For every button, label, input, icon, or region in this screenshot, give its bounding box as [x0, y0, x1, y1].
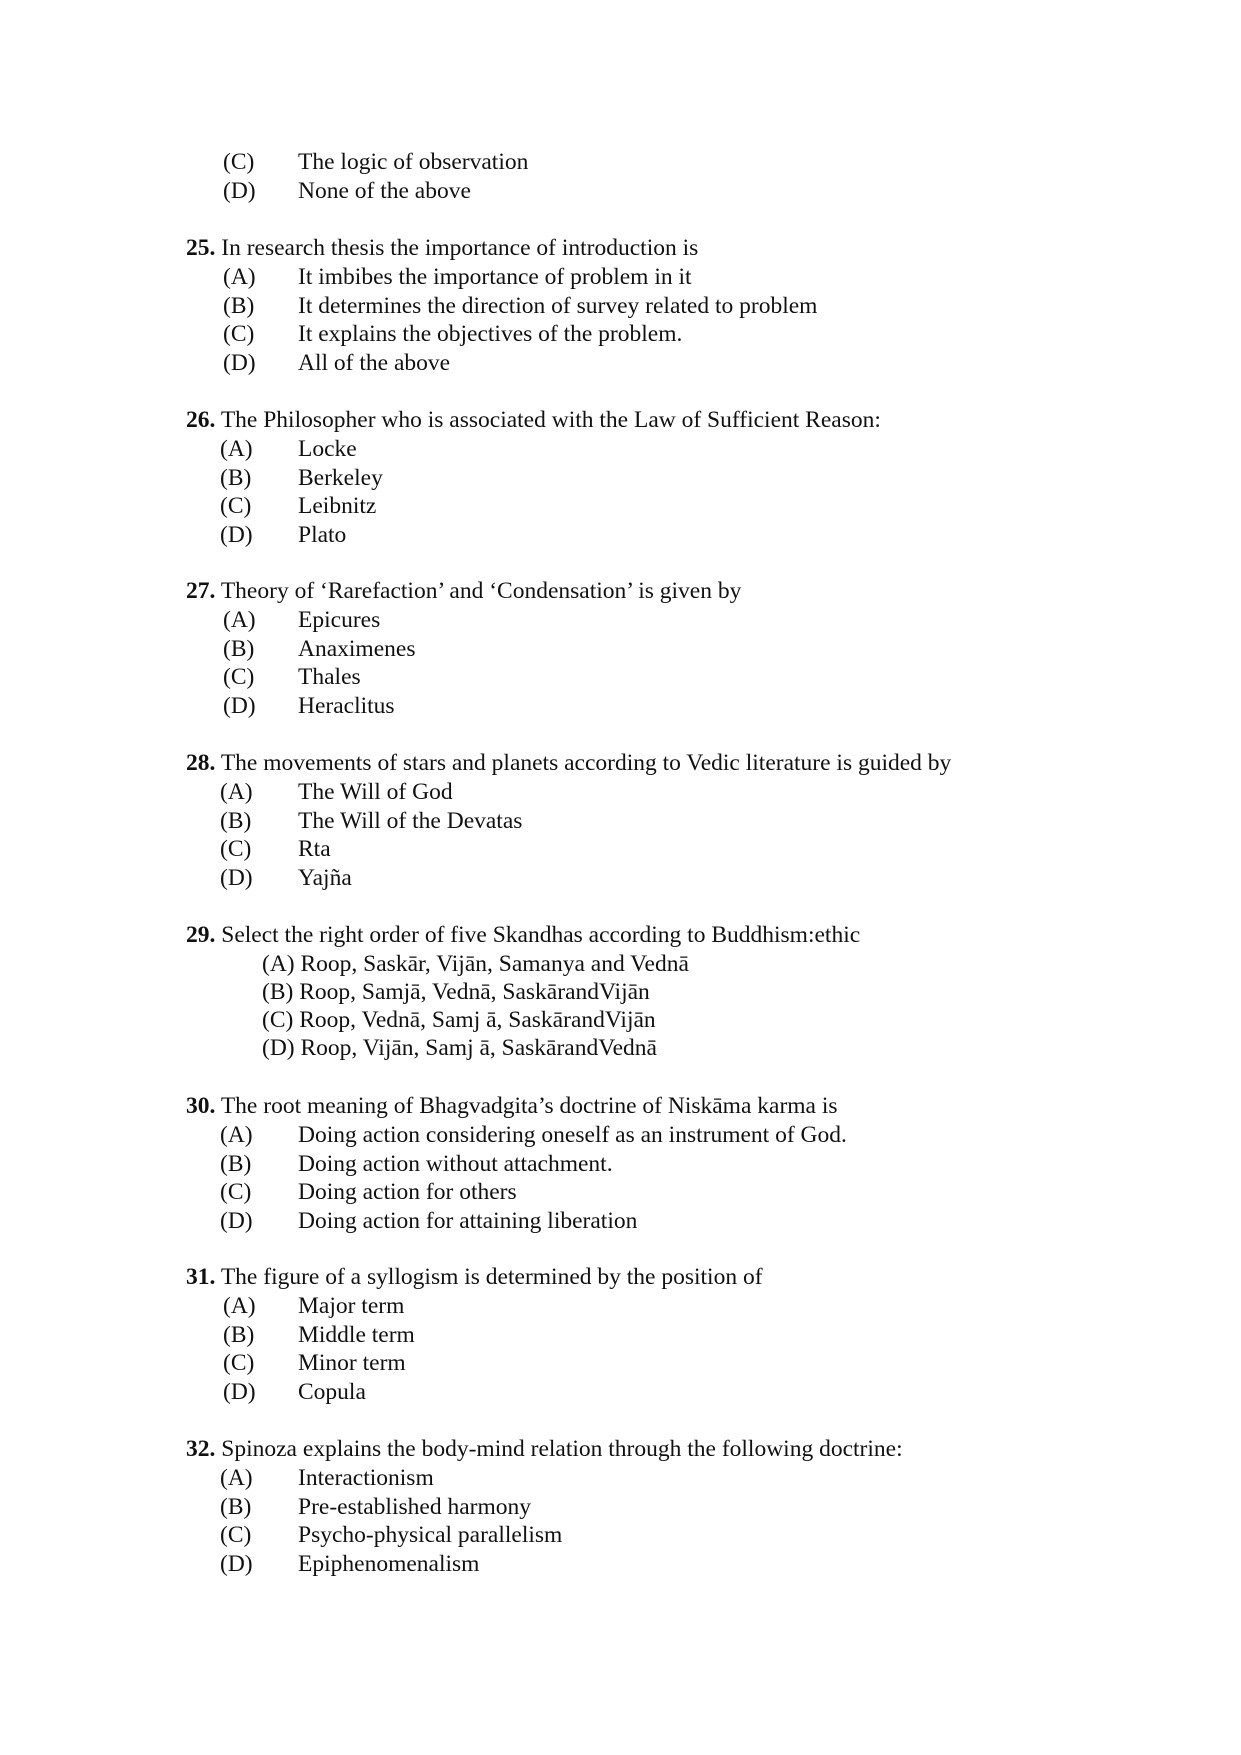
option-label: (C)	[220, 493, 252, 519]
question-stem	[186, 921, 860, 950]
option-row	[0, 635, 1241, 664]
option-label: (C)	[220, 1522, 252, 1548]
question-text: The movements of stars and planets according to Vedic literature is guided by	[220, 750, 952, 776]
question-stem	[186, 749, 951, 778]
option-row	[0, 1464, 1241, 1493]
option-label: (B)	[220, 1151, 252, 1177]
question-stem	[186, 406, 881, 435]
question-number: 28.	[186, 750, 216, 776]
option-text: Plato	[298, 522, 347, 548]
option-line: (A) Roop, Saskār, Vijān, Samanya and Vednā	[262, 951, 689, 977]
option-row	[0, 263, 1241, 292]
question-stem	[186, 1263, 763, 1292]
option-row	[0, 1121, 1241, 1150]
option-text: Rta	[298, 836, 331, 862]
option-label: (B)	[220, 1494, 252, 1520]
option-text: Doing action for others	[298, 1179, 517, 1205]
option-row	[0, 692, 1241, 721]
option-label: (D)	[220, 1208, 253, 1234]
option-row	[0, 1521, 1241, 1550]
option-row	[0, 663, 1241, 692]
option-row	[0, 807, 1241, 836]
option-label: (C)	[223, 664, 255, 690]
option-label: (B)	[220, 808, 252, 834]
option-row	[0, 864, 1241, 893]
option-text: Thales	[298, 664, 361, 690]
option-row	[0, 320, 1241, 349]
option-row	[0, 349, 1241, 378]
question-number: 26.	[186, 407, 216, 433]
option-text: Epiphenomenalism	[298, 1551, 480, 1577]
option-text: The Will of God	[298, 779, 453, 805]
option-label: (B)	[223, 1322, 255, 1348]
option-row	[0, 1207, 1241, 1236]
option-text: None of the above	[298, 178, 471, 204]
option-label: (D)	[223, 350, 256, 376]
option-text: It imbibes the importance of problem in it	[298, 264, 692, 290]
option-line: (D) Roop, Vijān, Samj ā, SaskārandVednā	[262, 1035, 657, 1061]
option-row	[0, 1150, 1241, 1179]
option-label: (C)	[223, 321, 255, 347]
option-label: (C)	[223, 1350, 255, 1376]
option-label: (C)	[223, 149, 255, 175]
option-label: (A)	[220, 1465, 253, 1491]
option-row	[0, 492, 1241, 521]
option-text: Doing action for attaining liberation	[298, 1208, 638, 1234]
question-number: 32.	[186, 1436, 216, 1462]
option-text: Heraclitus	[298, 693, 395, 719]
option-row	[0, 464, 1241, 493]
question-stem	[186, 234, 698, 263]
question-number: 31.	[186, 1264, 216, 1290]
option-text: Doing action considering oneself as an instrument of God.	[298, 1122, 847, 1148]
option-row	[0, 1493, 1241, 1522]
option-label: (C)	[220, 1179, 252, 1205]
option-label: (A)	[220, 436, 253, 462]
option-label: (C)	[220, 836, 252, 862]
option-text: All of the above	[298, 350, 451, 376]
option-label: (D)	[223, 1379, 256, 1405]
option-text: Berkeley	[298, 465, 383, 491]
option-text: Psycho-physical parallelism	[298, 1522, 563, 1548]
question-number: 27.	[186, 578, 216, 604]
option-row	[0, 148, 1241, 177]
question-text: The figure of a syllogism is determined by the position of	[220, 1264, 763, 1290]
question-number: 25.	[186, 235, 216, 261]
option-label: (A)	[220, 779, 253, 805]
option-label: (D)	[220, 865, 253, 891]
question-text: The Philosopher who is associated with the Law of Sufficient Reason:	[220, 407, 881, 433]
option-text: Middle term	[298, 1322, 415, 1348]
option-text: It explains the objectives of the problem.	[298, 321, 683, 347]
option-row	[0, 521, 1241, 550]
option-row	[0, 1378, 1241, 1407]
question-stem	[186, 1092, 838, 1121]
option-label: (A)	[223, 607, 256, 633]
option-label: (B)	[220, 465, 252, 491]
option-row	[0, 1550, 1241, 1579]
option-row	[0, 835, 1241, 864]
option-row	[0, 1178, 1241, 1207]
option-text: Leibnitz	[298, 493, 377, 519]
question-text: Select the right order of five Skandhas according to Buddhism:ethic	[221, 922, 861, 948]
option-text: Yajña	[298, 865, 352, 891]
question-stem	[186, 577, 741, 606]
option-row	[0, 1292, 1241, 1321]
option-text: Epicures	[298, 607, 381, 633]
option-text: Major term	[298, 1293, 405, 1319]
option-row	[0, 606, 1241, 635]
option-text: The Will of the Devatas	[298, 808, 523, 834]
option-text: Locke	[298, 436, 357, 462]
option-label: (D)	[220, 522, 253, 548]
option-row	[0, 435, 1241, 464]
option-line: (B) Roop, Samjā, Vednā, SaskārandVijān	[262, 979, 650, 1005]
option-text: Interactionism	[298, 1465, 434, 1491]
option-label: (D)	[223, 693, 256, 719]
question-text: In research thesis the importance of introduction is	[221, 235, 699, 261]
option-text: Pre-established harmony	[298, 1494, 531, 1520]
option-row	[0, 1349, 1241, 1378]
option-text: It determines the direction of survey related to problem	[298, 293, 818, 319]
option-row	[0, 778, 1241, 807]
question-text: Spinoza explains the body-mind relation through the following doctrine:	[221, 1436, 903, 1462]
option-label: (D)	[220, 1551, 253, 1577]
option-label: (A)	[220, 1122, 253, 1148]
option-label: (B)	[223, 293, 255, 319]
option-text: Minor term	[298, 1350, 406, 1376]
option-label: (A)	[223, 1293, 256, 1319]
option-row	[0, 1321, 1241, 1350]
question-number: 29.	[186, 922, 216, 948]
option-row	[0, 292, 1241, 321]
question-number: 30.	[186, 1093, 216, 1119]
option-line: (C) Roop, Vednā, Samj ā, SaskārandVijān	[262, 1007, 656, 1033]
option-text: The logic of observation	[298, 149, 529, 175]
option-label: (D)	[223, 178, 256, 204]
option-text: Doing action without attachment.	[298, 1151, 613, 1177]
option-row	[0, 177, 1241, 206]
question-text: The root meaning of Bhagvadgita’s doctrine of Niskāma karma is	[220, 1093, 838, 1119]
question-stem	[186, 1435, 903, 1464]
option-text: Copula	[298, 1379, 366, 1405]
option-label: (B)	[223, 636, 255, 662]
question-text: Theory of ‘Rarefaction’ and ‘Condensation’ is given by	[220, 578, 742, 604]
option-label: (A)	[223, 264, 256, 290]
option-text: Anaximenes	[298, 636, 416, 662]
